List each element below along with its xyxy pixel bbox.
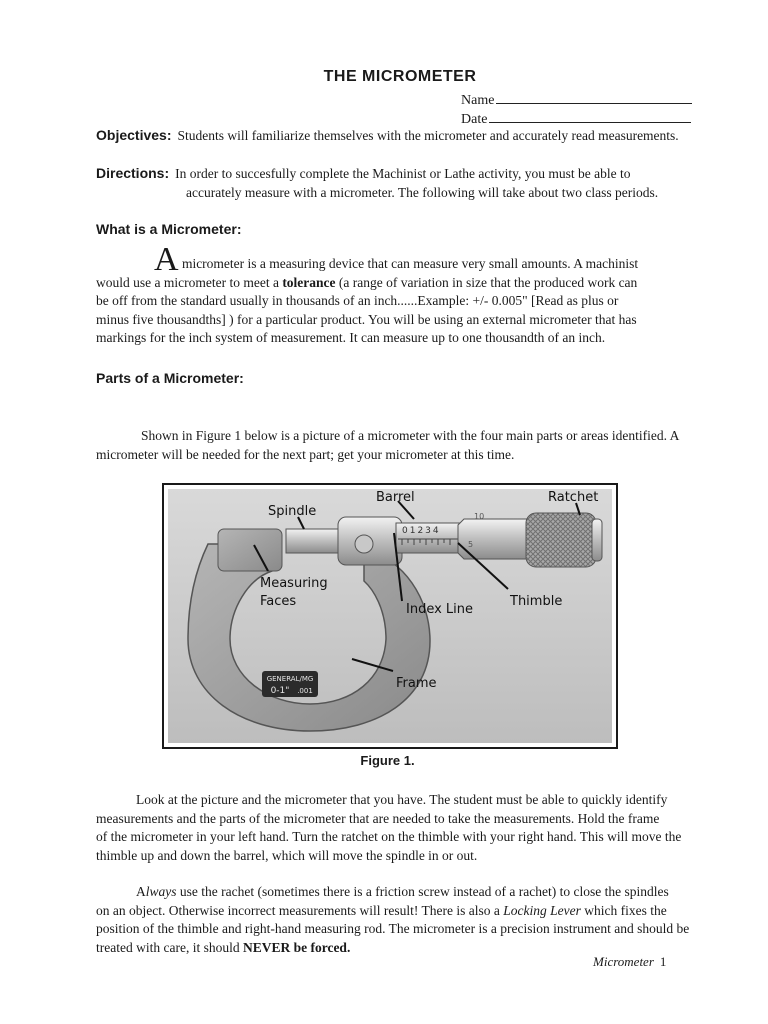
what-is-paragraph — [96, 241, 708, 348]
ratchet-knob — [526, 513, 596, 567]
directions-line-1: In order to succesfully complete the Machinist or Lathe activity, you must be able to — [175, 166, 631, 181]
what-is-line-2a: would use a micrometer to meet a — [96, 274, 283, 290]
date-label: Date — [461, 112, 488, 127]
always-paragraph — [96, 883, 708, 957]
always-a: A — [136, 884, 146, 899]
always-line-3: position of the thimble and right-hand measuring rod. The micrometer is a precision instrument and should be — [96, 921, 690, 937]
tolerance-term: tolerance — [282, 274, 336, 290]
nameplate-resolution: .001 — [297, 687, 313, 695]
never-forced: NEVER be forced. — [242, 939, 351, 955]
thimble-number-10: 10 — [474, 512, 485, 521]
page-title: THE MICROMETER — [323, 68, 477, 85]
what-is-line-5: markings for the inch system of measurement. It can measure up to one thousandth of an inch. — [96, 330, 606, 346]
objectives-label: Objectives: — [96, 127, 172, 143]
always-line-2a: on an object. Otherwise incorrect measurements will result! There is also a — [96, 902, 504, 918]
date-field[interactable] — [461, 108, 691, 128]
what-is-line-2b: (a range of variation in size that the produced work can — [335, 274, 638, 290]
anvil-block — [218, 529, 282, 571]
always-line-1: use the rachet (sometimes there is a friction screw instead of a rachet) to close the spindles — [176, 884, 669, 899]
directions-line-2: accurately measure with a micrometer. The following will take about two class periods. — [186, 185, 659, 200]
look-line-3: of the micrometer in your left hand. Turn the ratchet on the thimble with your right hand. This will move the — [96, 829, 682, 845]
locking-lever — [355, 535, 373, 553]
thimble-number-5: 5 — [468, 540, 474, 549]
micrometer-figure — [162, 483, 618, 749]
page-footer — [593, 954, 666, 970]
ratchet-cap — [592, 519, 602, 561]
look-line-1: Look at the picture and the micrometer that you have. The student must be able to quickly identify — [136, 792, 668, 807]
label-index-line: Index Line — [406, 602, 474, 617]
nameplate-range: 0-1" — [270, 686, 290, 696]
label-faces: Faces — [260, 594, 297, 609]
what-is-line-4: minus five thousandths] ) for a particular product. You will be using an external micrometer that has — [96, 311, 637, 327]
label-frame: Frame — [396, 676, 437, 691]
name-field[interactable] — [461, 89, 692, 109]
barrel-scale-digits: 01234 — [402, 526, 441, 536]
label-thimble: Thimble — [510, 594, 563, 609]
label-measuring: Measuring — [260, 576, 328, 591]
parts-paragraph — [96, 427, 708, 464]
always-lways: lways — [145, 884, 177, 899]
page-number: 1 — [659, 954, 667, 969]
what-is-line-1: micrometer is a measuring device that can measure very small amounts. A machinist — [178, 256, 639, 271]
label-barrel: Barrel — [376, 490, 415, 505]
micrometer-illustration — [168, 489, 612, 743]
parts-line-1: Shown in Figure 1 below is a picture of a micrometer with the four main parts or areas identified. A — [141, 428, 680, 443]
look-line-2: measurements and the parts of the micrometer that are needed to take the measurements. Hold the frame — [96, 810, 660, 826]
objectives-text: Students will familiarize themselves with the micrometer and accurately read measurements. — [177, 128, 679, 143]
drop-cap: A — [154, 241, 179, 278]
directions — [96, 164, 658, 202]
name-label: Name — [461, 93, 495, 108]
always-line-4: treated with care, it should — [96, 939, 243, 955]
look-line-4: thimble up and down the barrel, which will move the spindle in or out. — [96, 847, 478, 863]
footer-label: Micrometer — [593, 954, 654, 969]
locking-lever-term: Locking Lever — [503, 902, 581, 918]
nameplate-brand: GENERAL/MG — [266, 675, 314, 683]
parts-heading: Parts of a Micrometer: — [96, 370, 244, 386]
what-is-line-3: be off from the standard usually in thousands of an inch......Example: +/- 0.005" [Read as plus or — [96, 293, 619, 309]
parts-line-2: micrometer will be needed for the next part; get your micrometer at this time. — [96, 446, 515, 462]
look-paragraph — [96, 791, 708, 865]
figure-caption: Figure 1. — [360, 753, 415, 768]
label-spindle: Spindle — [268, 504, 317, 519]
spindle — [286, 529, 342, 553]
directions-label: Directions: — [96, 165, 170, 181]
always-line-2b: which fixes the — [580, 902, 667, 918]
label-ratchet: Ratchet — [548, 490, 599, 505]
objectives — [96, 127, 679, 144]
what-is-heading: What is a Micrometer: — [96, 221, 242, 237]
